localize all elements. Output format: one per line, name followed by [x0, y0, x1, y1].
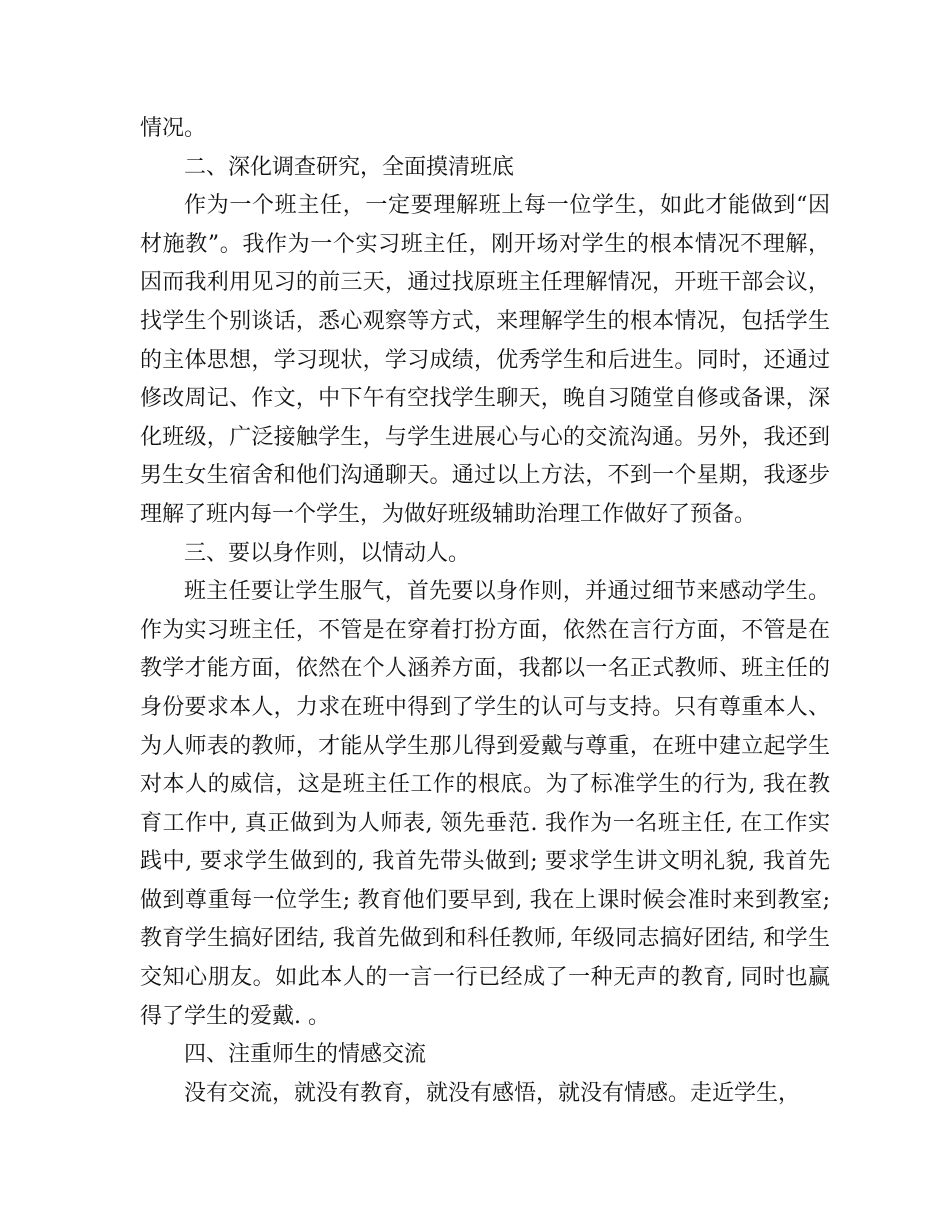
section-heading-2: 二、深化调查研究，全面摸清班底: [184, 154, 515, 180]
paragraph-continuation: 情况。: [140, 116, 207, 141]
section-heading-3: 三、要以身作则，以情动人。: [184, 540, 471, 566]
paragraph-lead-by-example: 班主任要让学生服气，首先要以身作则，并通过细节来感动学生。作为实习班主任，不管是在穿着打扮方面，依然在言行方面，不管是在教学才能方面，依然在个人涵养方面，我都以一名正式教师、班主任的身份要求本人，力求在班中得到了学生的认可与支持。只有尊重本人、为人师表的教师，才能从学生那儿得到爱戴与尊重，在班中建立起学生对本人的威信，这是班主任工作的根底。为了标准学生的行为, 我在教育工作中, 真正做到为人师表, 领先垂范. 我作为一名班主任, 在工作实践中, 要求学生做到的, 我首先带头做到; 要求学生讲文明礼貌, 我首先做到尊重每一位学生; 教育他们要早到, 我在上课时候会准时来到教室; 教育学生搞好团结, 我首先做到和科任教师, 年级同志搞好团结, 和学生交知心朋友。如此本人的一言一行已经成了一种无声的教育, 同时也赢得了学生的爱戴. 。: [140, 579, 830, 1029]
section-heading-4: 四、注重师生的情感交流: [184, 1042, 427, 1068]
paragraph-emotional-exchange: 没有交流，就没有教育，就没有感悟，就没有情感。走近学生，: [184, 1080, 801, 1106]
paragraph-investigation: 作为一个班主任，一定要理解班上每一位学生，如此才能做到“因材施教”。我作为一个实习班主任，刚开场对学生的根本情况不理解，因而我利用见习的前三天，通过找原班主任理解情况，开班干部会议，找学生个别谈话，悉心观察等方式，来理解学生的根本情况，包括学生的主体思想，学习现状，学习成绩，优秀学生和后进生。同时，还通过修改周记、作文，中下午有空找学生聊天，晚自习随堂自修或备课，深化班级，广泛接触学生，与学生进展心与心的交流沟通。另外，我还到男生女生宿舍和他们沟通聊天。通过以上方法，不到一个星期，我逐步理解了班内每一个学生，为做好班级辅助治理工作做好了预备。: [140, 193, 830, 527]
document-body: [140, 110, 830, 1113]
